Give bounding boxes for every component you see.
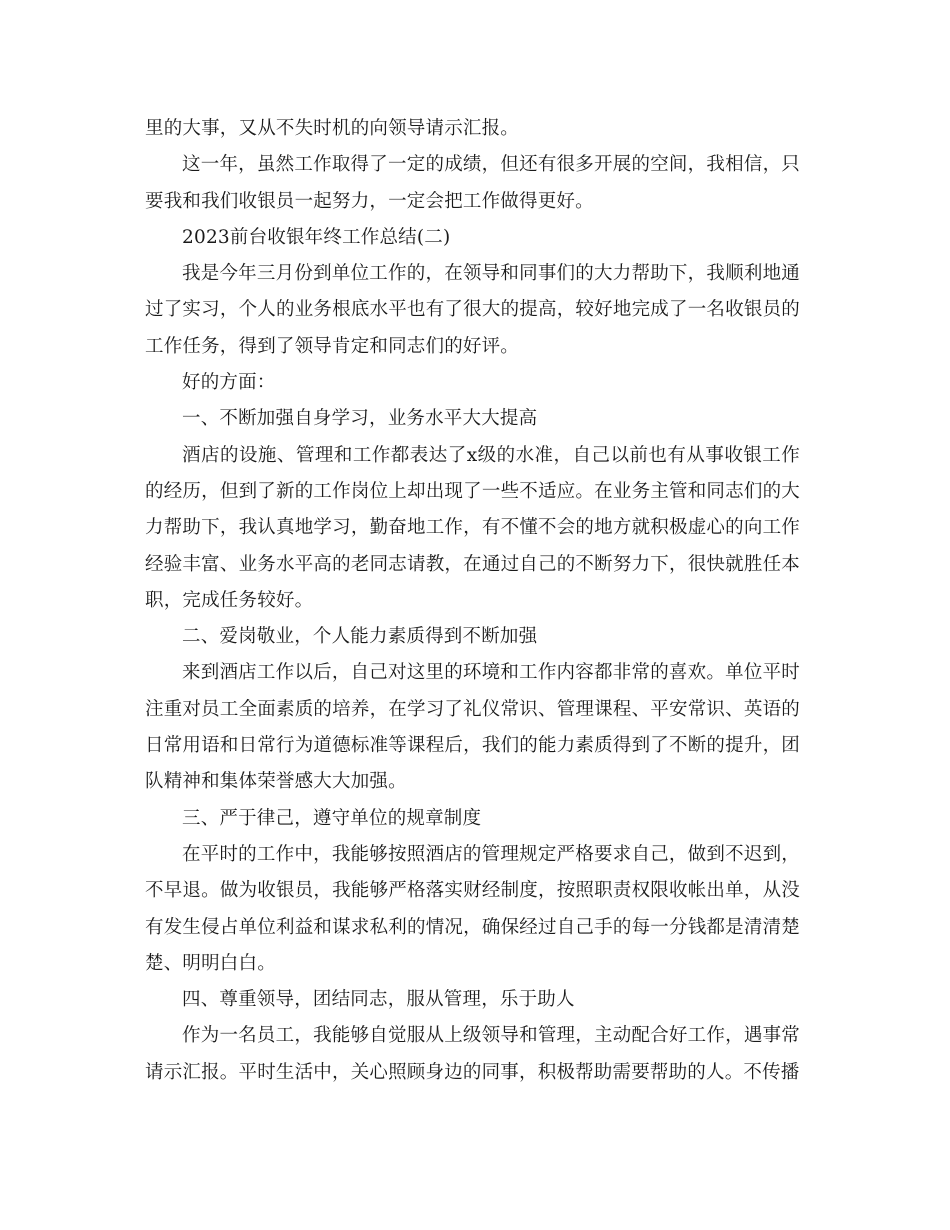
- paragraph: 来到酒店工作以后，自己对这里的环境和工作内容都非常的喜欢。单位平时注重对员工全面素质的培养，在学习了礼仪常识、管理课程、平安常识、英语的日常用语和日常行为道德标准等课程后，我们的能力素质得到了不断的提升，团队精神和集体荣誉感大大加强。: [145, 662, 800, 793]
- paragraph: 酒店的设施、管理和工作都表达了x级的水准，自己以前也有从事收银工作的经历，但到了新的工作岗位上却出现了一些不适应。在业务主管和同志们的大力帮助下，我认真地学习，勤奋地工作，有不懂不会的地方就积极虚心的向工作经验丰富、业务水平高的老同志请教，在通过自己的不断努力下，很快就胜任本职，完成任务较好。: [145, 444, 800, 611]
- section-title: 2023前台收银年终工作总结(二): [182, 226, 451, 248]
- paragraph: 这一年，虽然工作取得了一定的成绩，但还有很多开展的空间，我相信，只要我和我们收银员一起努力，一定会把工作做得更好。: [145, 154, 800, 212]
- paragraph: 在平时的工作中，我能够按照酒店的管理规定严格要求自己，做到不迟到，不早退。做为收银员，我能够严格落实财经制度，按照职责权限收帐出单，从没有发生侵占单位利益和谋求私利的情况，确保经过自己手的每一分钱都是清清楚楚、明明白白。: [145, 843, 800, 974]
- paragraph: 作为一名员工，我能够自觉服从上级领导和管理，主动配合好工作，遇事常请示汇报。平时生活中，关心照顾身边的同事，积极帮助需要帮助的人。不传播: [145, 1025, 800, 1083]
- section-heading: 一、不断加强自身学习，业务水平大大提高: [182, 408, 538, 430]
- section-heading: 四、尊重领导，团结同志，服从管理，乐于助人: [182, 989, 575, 1011]
- paragraph: 我是今年三月份到单位工作的，在领导和同事们的大力帮助下，我顺利地通过了实习，个人的业务根底水平也有了很大的提高，较好地完成了一名收银员的工作任务，得到了领导肯定和同志们的好评。: [145, 263, 800, 357]
- paragraph: 里的大事，又从不失时机的向领导请示汇报。: [145, 118, 520, 139]
- section-heading: 三、严于律己，遵守单位的规章制度: [182, 807, 482, 829]
- paragraph: 好的方面：: [182, 372, 276, 394]
- document-body: [145, 111, 800, 1091]
- section-heading: 二、爱岗敬业，个人能力素质得到不断加强: [182, 626, 538, 648]
